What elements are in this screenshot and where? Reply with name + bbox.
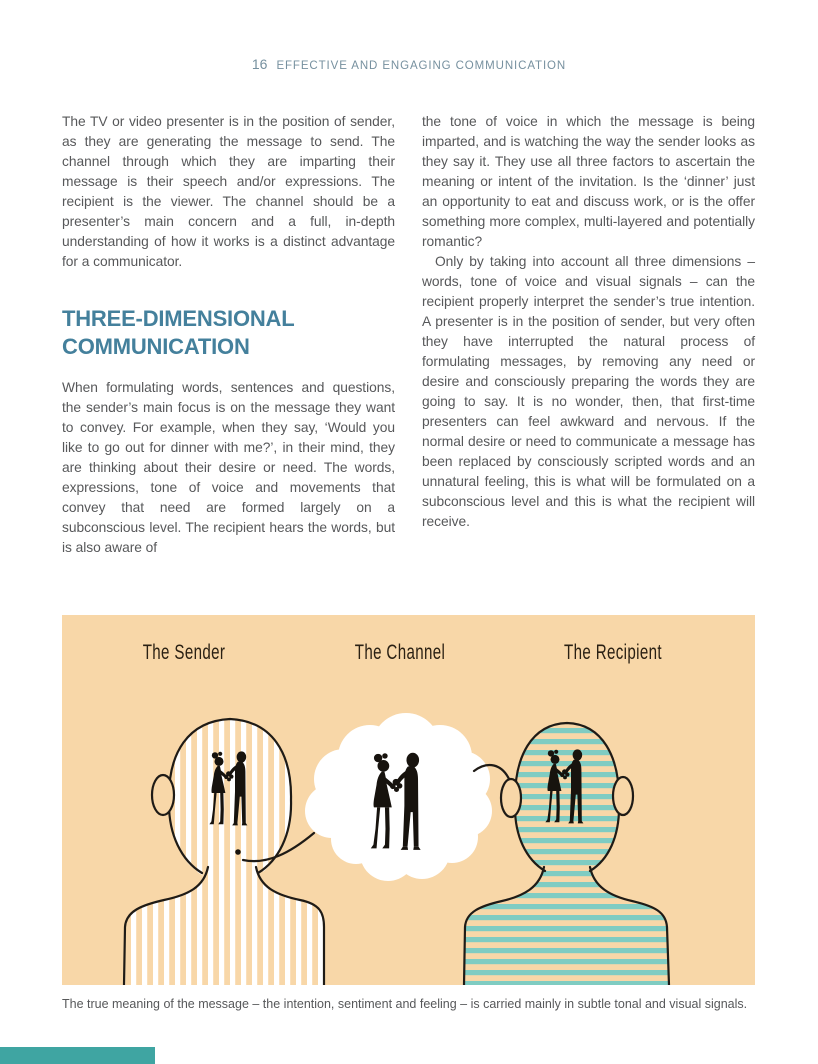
running-header [0, 56, 818, 72]
footer-accent-bar [0, 1047, 155, 1064]
page-number: 16 [251, 56, 268, 72]
sender-figure [102, 710, 342, 985]
paragraph-3: the tone of voice in which the message is being imparted, and is watching the way the sender looks as they say it. They use all three factors to ascertain the meaning or intent of the invitation. Is the ‘dinner’ just an opportunity to eat and discuss work, or is the offer something more complex, multi-layered and potentially romantic? [422, 114, 755, 249]
paragraph-4: Only by taking into account all three dimensions – words, tone of voice and visual signals – can the recipient properly interpret the sender’s true intention. A presenter is in the position of sender, but very often they have interrupted the natural process of formulating messages, by removing any need or desire and consciously preparing the words they are going to say. It is no wonder, then, that first-time presenters can feel awkward and nervous. If the normal desire or need to communicate a message has been replaced by consciously scripted words and an unnatural feeling, this is what will be formulated on a subconscious level and this is what the recipient will receive. [422, 254, 755, 529]
label-sender: The Sender [142, 641, 226, 664]
communication-illustration [62, 615, 755, 985]
sender-mouth-dot [235, 849, 241, 855]
label-channel: The Channel [354, 641, 446, 664]
right-column [422, 112, 755, 558]
illustration-graphic [62, 615, 755, 985]
paragraph-2: When formulating words, sentences and questions, the sender’s main focus is on the message they want to convey. For example, when they say, ‘Would you like to go out for dinner with me?’, in their mind, they are thinking about their desire or need. The words, expressions, tone of voice and movements that convey that need are formed largely on a subconscious level. The recipient hears the words, but is also aware of [62, 380, 395, 555]
body-text [62, 112, 756, 558]
figure-caption: The true meaning of the message – the intention, sentiment and feeling – is carried mainly in subtle tonal and visual signals. [62, 997, 748, 1011]
recipient-right-ear [613, 777, 633, 815]
recipient-left-ear [501, 779, 521, 817]
running-head-title: EFFECTIVE AND ENGAGING COMMUNICATION [276, 60, 567, 72]
thought-bubble [305, 713, 492, 881]
left-column [62, 112, 395, 558]
section-heading: THREE-DIMENSIONAL COMMUNICATION [62, 306, 295, 359]
recipient-figure [457, 715, 677, 985]
label-recipient: The Recipient [564, 641, 662, 664]
paragraph-1: The TV or video presenter is in the position of sender, as they are generating the message to send. The channel through which they are imparting their message is their speech and/or expressions. The recipient is the viewer. The channel should be a presenter’s main concern and a full, in-depth understanding of how it works is a distinct advantage for a communicator. [62, 114, 395, 269]
sender-ear [152, 775, 174, 815]
